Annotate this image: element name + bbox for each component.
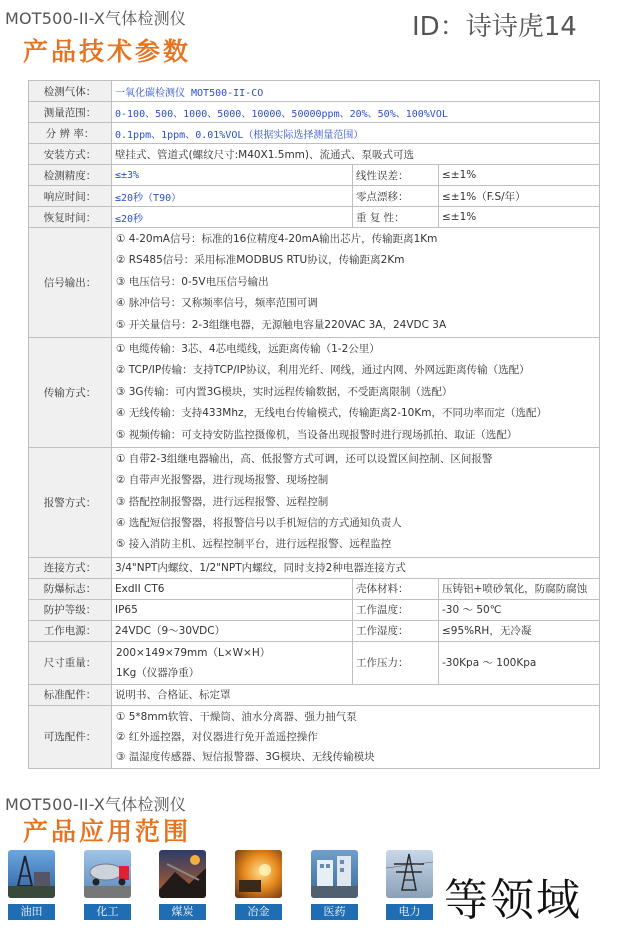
app-label: 煤炭 xyxy=(159,904,206,920)
recovery-label: 恢复时间： xyxy=(29,207,112,228)
shop-id: ID：诗诗虎14 xyxy=(412,12,577,42)
recovery-value: ≤20秒 xyxy=(112,207,353,228)
connect-value: 3/4"NPT内螺纹、1/2"NPT内螺纹，同时支持2种电器连接方式 xyxy=(112,557,600,578)
table-row xyxy=(29,557,600,578)
signal-item: ⑤ 开关量信号：2-3组继电器，无源触电容量220VAC 3A，24VDC 3A xyxy=(116,318,447,331)
power-tower-icon xyxy=(386,850,433,898)
table-row xyxy=(29,123,600,144)
install-value: 壁挂式、管道式(螺纹尺寸:M40X1.5mm)、流通式、泵吸式可选 xyxy=(112,144,600,165)
pressure-value: -30Kpa ～ 100Kpa xyxy=(439,641,600,684)
app-pharma xyxy=(311,850,358,920)
alarm-item: ⑤ 接入消防主机、远程控制平台，进行远程报警、远程监控 xyxy=(116,538,392,551)
product-model-footer: MOT500-II-X气体检测仪 xyxy=(5,795,187,814)
table-row xyxy=(29,447,600,557)
ex-value: ExdII CT6 xyxy=(112,578,353,599)
table-row xyxy=(29,620,600,641)
table-row xyxy=(29,186,600,207)
power-label: 工作电源： xyxy=(29,620,112,641)
app-metallurgy xyxy=(235,850,282,920)
app-label: 冶金 xyxy=(235,904,282,920)
transmission-label: 传输方式： xyxy=(29,337,112,447)
opt-accessory-item: ③ 温湿度传感器、短信报警器、3G模块、无线传输模块 xyxy=(116,750,375,763)
shell-label: 壳体材料： xyxy=(353,578,439,599)
transmission-item: ④ 无线传输：支持433Mhz，无线电台传输模式，传输距离2-10Km，不同功率而定（选配） xyxy=(116,407,547,420)
signal-list xyxy=(112,228,600,338)
app-coal xyxy=(159,850,206,920)
signal-item: ② RS485信号：采用标准MODBUS RTU协议，传输距离2Km xyxy=(116,254,405,267)
accuracy-value: ≤±3% xyxy=(112,165,353,186)
transmission-item: ② TCP/IP传输：支持TCP/IP协议，利用光纤、网线，通过内网、外网远距离传输（选配） xyxy=(116,364,530,377)
app-power xyxy=(386,850,433,920)
table-row xyxy=(29,81,600,102)
transmission-list xyxy=(112,337,600,447)
range-label: 测量范围： xyxy=(29,102,112,123)
ip-label: 防护等级： xyxy=(29,599,112,620)
response-value: ≤20秒（T90） xyxy=(112,186,353,207)
temp-label: 工作温度： xyxy=(353,599,439,620)
oilfield-icon xyxy=(8,850,55,898)
resolution-label: 分 辨 率： xyxy=(29,123,112,144)
alarm-item: ③ 搭配控制报警器，进行远程报警、远程控制 xyxy=(116,495,329,508)
table-row xyxy=(29,705,600,768)
opt-accessory-item: ② 红外遥控器，对仪器进行免开盖遥控操作 xyxy=(116,730,318,743)
size-dimensions: 200×149×79mm（L×W×H） xyxy=(116,646,271,659)
table-row xyxy=(29,228,600,338)
humidity-value: ≤95%RH，无冷凝 xyxy=(439,620,600,641)
opt-accessory-item: ① 5*8mm软管、干燥筒、油水分离器、强力抽气泵 xyxy=(116,710,357,723)
spec-section-title: 产品技术参数 xyxy=(23,37,192,66)
size-weight: 1Kg（仪器净重） xyxy=(116,666,200,679)
signal-item: ③ 电压信号：0-5V电压信号输出 xyxy=(116,275,269,288)
app-label: 化工 xyxy=(84,904,131,920)
table-row xyxy=(29,102,600,123)
linearity-label: 线性误差： xyxy=(353,165,439,186)
table-row xyxy=(29,684,600,705)
metallurgy-icon xyxy=(235,850,282,898)
gas-label: 检测气体： xyxy=(29,81,112,102)
transmission-item: ① 电缆传输：3芯、4芯电缆线，远距离传输（1-2公里） xyxy=(116,342,380,355)
alarm-item: ④ 选配短信报警器，将报警信号以手机短信的方式通知负责人 xyxy=(116,517,402,530)
resolution-value: 0.1ppm、1ppm、0.01%VOL（根据实际选择测量范围） xyxy=(112,123,600,144)
chemical-truck-icon xyxy=(84,850,131,898)
app-label: 医药 xyxy=(311,904,358,920)
alarm-item: ① 自带2-3组继电器输出，高、低报警方式可调，还可以设置区间控制、区间报警 xyxy=(116,452,493,465)
size-label: 尺寸重量： xyxy=(29,641,112,684)
opt-accessory-list xyxy=(112,705,600,768)
response-label: 响应时间： xyxy=(29,186,112,207)
transmission-item: ③ 3G传输：可内置3G模块，实时远程传输数据，不受距离限制（选配） xyxy=(116,385,453,398)
alarm-label: 报警方式： xyxy=(29,447,112,557)
connect-label: 连接方式： xyxy=(29,557,112,578)
and-other-fields: 等领域 xyxy=(444,875,582,926)
repeat-label: 重 复 性： xyxy=(353,207,439,228)
table-row xyxy=(29,578,600,599)
temp-value: -30 ～ 50℃ xyxy=(439,599,600,620)
power-value: 24VDC（9～30VDC） xyxy=(112,620,353,641)
humidity-label: 工作湿度： xyxy=(353,620,439,641)
app-chemical xyxy=(84,850,131,920)
table-row xyxy=(29,337,600,447)
alarm-list xyxy=(112,447,600,557)
table-row xyxy=(29,144,600,165)
app-label: 油田 xyxy=(8,904,55,920)
zero-drift-value: ≤±1%（F.S/年） xyxy=(439,186,600,207)
std-accessory-label: 标准配件： xyxy=(29,684,112,705)
table-row xyxy=(29,207,600,228)
product-model-header: MOT500-II-X气体检测仪 xyxy=(5,9,187,28)
spec-table xyxy=(28,80,600,769)
signal-item: ① 4-20mA信号：标准的16位精度4-20mA输出芯片，传输距离1Km xyxy=(116,233,438,245)
table-row xyxy=(29,165,600,186)
signal-label: 信号输出： xyxy=(29,228,112,338)
signal-item: ④ 脉冲信号：又称频率信号，频率范围可调 xyxy=(116,297,318,310)
std-accessory-value: 说明书、合格证、标定罩 xyxy=(112,684,600,705)
application-section-title: 产品应用范围 xyxy=(23,817,192,846)
ip-value: IP65 xyxy=(112,599,353,620)
app-label: 电力 xyxy=(386,904,433,920)
zero-drift-label: 零点漂移： xyxy=(353,186,439,207)
repeat-value: ≤±1% xyxy=(439,207,600,228)
ex-label: 防爆标志： xyxy=(29,578,112,599)
transmission-item: ⑤ 视频传输：可支持安防监控摄像机，当设备出现报警时进行现场抓拍、取证（选配） xyxy=(116,428,518,441)
alarm-item: ② 自带声光报警器，进行现场报警、现场控制 xyxy=(116,474,329,487)
table-row xyxy=(29,641,600,684)
shell-value: 压铸铝+喷砂氧化，防腐防腐蚀 xyxy=(439,578,600,599)
gas-value: 一氧化碳检测仪 MOT500-II-CO xyxy=(112,81,600,102)
size-values xyxy=(112,641,353,684)
linearity-value: ≤±1% xyxy=(439,165,600,186)
opt-accessory-label: 可选配件： xyxy=(29,705,112,768)
install-label: 安装方式： xyxy=(29,144,112,165)
pharma-icon xyxy=(311,850,358,898)
range-value: 0-100、500、1000、5000、10000、50000ppm、20%、50%、100%VOL xyxy=(112,102,600,123)
table-row xyxy=(29,599,600,620)
accuracy-label: 检测精度： xyxy=(29,165,112,186)
app-oilfield xyxy=(8,850,55,920)
coal-icon xyxy=(159,850,206,898)
pressure-label: 工作压力： xyxy=(353,641,439,684)
